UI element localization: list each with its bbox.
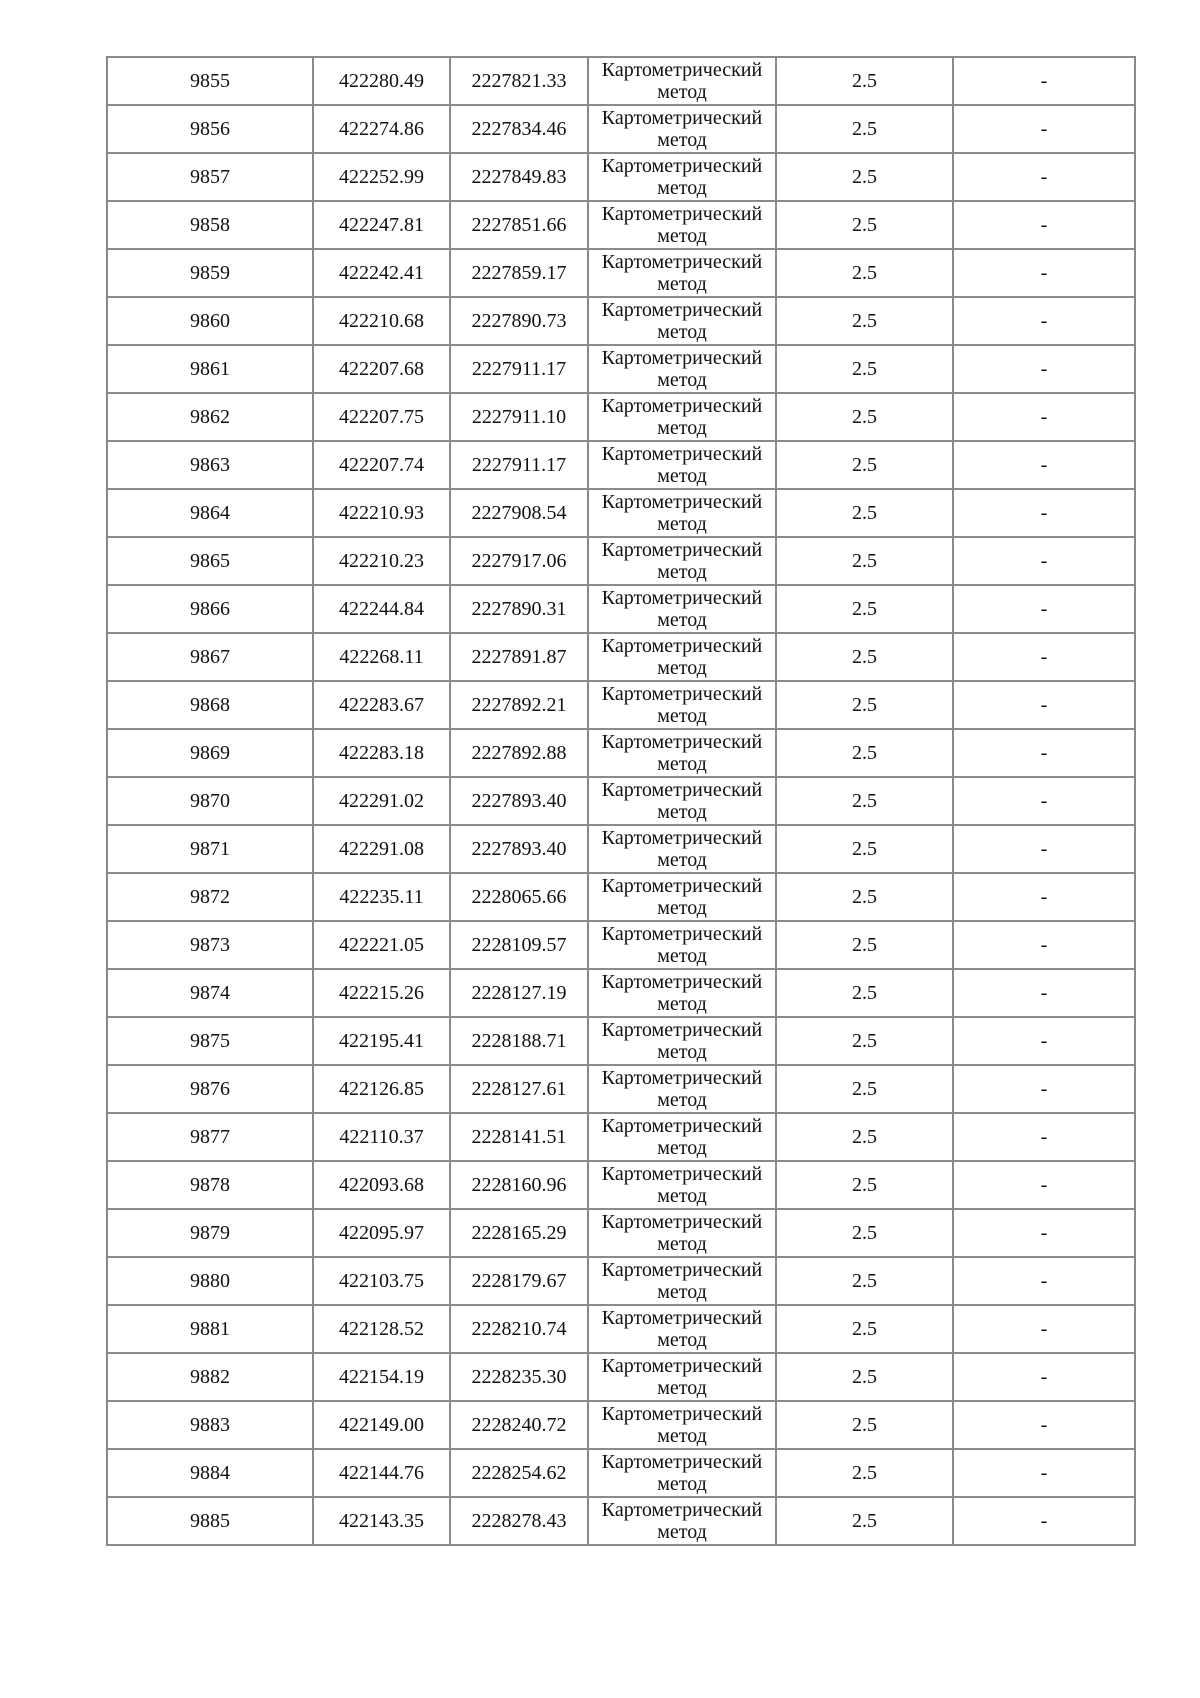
table-row [107,1113,1135,1161]
table-row [107,1497,1135,1545]
accuracy-cell: 2.5 [776,969,953,1017]
point-number-cell: 9863 [107,441,313,489]
x-coordinate-cell: 422268.11 [313,633,450,681]
accuracy-cell: 2.5 [776,825,953,873]
point-number-cell: 9859 [107,249,313,297]
accuracy-cell: 2.5 [776,1113,953,1161]
accuracy-cell: 2.5 [776,249,953,297]
accuracy-cell: 2.5 [776,633,953,681]
table-row [107,969,1135,1017]
x-coordinate-cell: 422144.76 [313,1449,450,1497]
table-row [107,201,1135,249]
table-row [107,1401,1135,1449]
x-coordinate-cell: 422274.86 [313,105,450,153]
method-cell: Картометрический метод [588,1497,776,1545]
table-row [107,153,1135,201]
table-row [107,1305,1135,1353]
point-number-cell: 9868 [107,681,313,729]
method-cell: Картометрический метод [588,921,776,969]
note-cell: - [953,441,1135,489]
accuracy-cell: 2.5 [776,297,953,345]
accuracy-cell: 2.5 [776,921,953,969]
note-cell: - [953,153,1135,201]
x-coordinate-cell: 422093.68 [313,1161,450,1209]
accuracy-cell: 2.5 [776,777,953,825]
method-cell: Картометрический метод [588,1305,776,1353]
accuracy-cell: 2.5 [776,1065,953,1113]
note-cell: - [953,1065,1135,1113]
table-row [107,825,1135,873]
accuracy-cell: 2.5 [776,873,953,921]
y-coordinate-cell: 2227911.17 [450,441,588,489]
table-row [107,57,1135,105]
method-cell: Картометрический метод [588,825,776,873]
x-coordinate-cell: 422154.19 [313,1353,450,1401]
coordinates-table-body [107,57,1135,1545]
table-row [107,345,1135,393]
note-cell: - [953,1449,1135,1497]
x-coordinate-cell: 422143.35 [313,1497,450,1545]
x-coordinate-cell: 422110.37 [313,1113,450,1161]
accuracy-cell: 2.5 [776,1401,953,1449]
note-cell: - [953,537,1135,585]
x-coordinate-cell: 422247.81 [313,201,450,249]
point-number-cell: 9874 [107,969,313,1017]
accuracy-cell: 2.5 [776,729,953,777]
point-number-cell: 9885 [107,1497,313,1545]
table-row [107,633,1135,681]
note-cell: - [953,873,1135,921]
x-coordinate-cell: 422210.93 [313,489,450,537]
y-coordinate-cell: 2228109.57 [450,921,588,969]
x-coordinate-cell: 422195.41 [313,1017,450,1065]
method-cell: Картометрический метод [588,585,776,633]
note-cell: - [953,201,1135,249]
y-coordinate-cell: 2227893.40 [450,825,588,873]
x-coordinate-cell: 422210.68 [313,297,450,345]
x-coordinate-cell: 422283.18 [313,729,450,777]
method-cell: Картометрический метод [588,969,776,1017]
point-number-cell: 9862 [107,393,313,441]
x-coordinate-cell: 422149.00 [313,1401,450,1449]
y-coordinate-cell: 2227911.17 [450,345,588,393]
note-cell: - [953,1497,1135,1545]
x-coordinate-cell: 422291.02 [313,777,450,825]
table-row [107,777,1135,825]
note-cell: - [953,345,1135,393]
x-coordinate-cell: 422244.84 [313,585,450,633]
y-coordinate-cell: 2227890.31 [450,585,588,633]
y-coordinate-cell: 2228141.51 [450,1113,588,1161]
table-row [107,297,1135,345]
coordinates-table [106,56,1136,1546]
y-coordinate-cell: 2228127.61 [450,1065,588,1113]
method-cell: Картометрический метод [588,633,776,681]
table-row [107,729,1135,777]
point-number-cell: 9856 [107,105,313,153]
y-coordinate-cell: 2227821.33 [450,57,588,105]
x-coordinate-cell: 422207.74 [313,441,450,489]
y-coordinate-cell: 2227851.66 [450,201,588,249]
method-cell: Картометрический метод [588,681,776,729]
table-row [107,1257,1135,1305]
point-number-cell: 9878 [107,1161,313,1209]
method-cell: Картометрический метод [588,249,776,297]
x-coordinate-cell: 422283.67 [313,681,450,729]
point-number-cell: 9858 [107,201,313,249]
table-row [107,681,1135,729]
method-cell: Картометрический метод [588,777,776,825]
point-number-cell: 9866 [107,585,313,633]
method-cell: Картометрический метод [588,1353,776,1401]
table-row [107,1017,1135,1065]
note-cell: - [953,393,1135,441]
accuracy-cell: 2.5 [776,681,953,729]
x-coordinate-cell: 422235.11 [313,873,450,921]
note-cell: - [953,921,1135,969]
accuracy-cell: 2.5 [776,1209,953,1257]
accuracy-cell: 2.5 [776,153,953,201]
point-number-cell: 9869 [107,729,313,777]
accuracy-cell: 2.5 [776,1449,953,1497]
y-coordinate-cell: 2228210.74 [450,1305,588,1353]
note-cell: - [953,777,1135,825]
note-cell: - [953,681,1135,729]
y-coordinate-cell: 2228165.29 [450,1209,588,1257]
table-row [107,585,1135,633]
table-row [107,873,1135,921]
accuracy-cell: 2.5 [776,393,953,441]
y-coordinate-cell: 2227908.54 [450,489,588,537]
method-cell: Картометрический метод [588,1161,776,1209]
method-cell: Картометрический метод [588,201,776,249]
method-cell: Картометрический метод [588,537,776,585]
method-cell: Картометрический метод [588,1017,776,1065]
x-coordinate-cell: 422128.52 [313,1305,450,1353]
note-cell: - [953,1209,1135,1257]
accuracy-cell: 2.5 [776,537,953,585]
note-cell: - [953,1257,1135,1305]
point-number-cell: 9867 [107,633,313,681]
x-coordinate-cell: 422207.75 [313,393,450,441]
accuracy-cell: 2.5 [776,441,953,489]
y-coordinate-cell: 2228278.43 [450,1497,588,1545]
note-cell: - [953,57,1135,105]
x-coordinate-cell: 422126.85 [313,1065,450,1113]
y-coordinate-cell: 2227891.87 [450,633,588,681]
table-row [107,393,1135,441]
point-number-cell: 9864 [107,489,313,537]
note-cell: - [953,105,1135,153]
note-cell: - [953,729,1135,777]
y-coordinate-cell: 2227911.10 [450,393,588,441]
table-row [107,1449,1135,1497]
method-cell: Картометрический метод [588,153,776,201]
point-number-cell: 9873 [107,921,313,969]
accuracy-cell: 2.5 [776,1017,953,1065]
y-coordinate-cell: 2227893.40 [450,777,588,825]
method-cell: Картометрический метод [588,297,776,345]
table-row [107,1065,1135,1113]
point-number-cell: 9855 [107,57,313,105]
table-row [107,105,1135,153]
point-number-cell: 9870 [107,777,313,825]
table-row [107,537,1135,585]
point-number-cell: 9860 [107,297,313,345]
point-number-cell: 9884 [107,1449,313,1497]
accuracy-cell: 2.5 [776,201,953,249]
method-cell: Картометрический метод [588,1257,776,1305]
accuracy-cell: 2.5 [776,57,953,105]
method-cell: Картометрический метод [588,489,776,537]
accuracy-cell: 2.5 [776,1161,953,1209]
accuracy-cell: 2.5 [776,1353,953,1401]
table-row [107,1209,1135,1257]
table-row [107,249,1135,297]
method-cell: Картометрический метод [588,105,776,153]
y-coordinate-cell: 2227859.17 [450,249,588,297]
note-cell: - [953,1017,1135,1065]
table-row [107,921,1135,969]
note-cell: - [953,1113,1135,1161]
y-coordinate-cell: 2228065.66 [450,873,588,921]
table-row [107,489,1135,537]
point-number-cell: 9877 [107,1113,313,1161]
note-cell: - [953,297,1135,345]
method-cell: Картометрический метод [588,345,776,393]
method-cell: Картометрический метод [588,1113,776,1161]
method-cell: Картометрический метод [588,1065,776,1113]
accuracy-cell: 2.5 [776,1497,953,1545]
note-cell: - [953,1161,1135,1209]
note-cell: - [953,969,1135,1017]
point-number-cell: 9881 [107,1305,313,1353]
y-coordinate-cell: 2228254.62 [450,1449,588,1497]
note-cell: - [953,825,1135,873]
note-cell: - [953,1353,1135,1401]
x-coordinate-cell: 422221.05 [313,921,450,969]
note-cell: - [953,585,1135,633]
x-coordinate-cell: 422207.68 [313,345,450,393]
accuracy-cell: 2.5 [776,489,953,537]
method-cell: Картометрический метод [588,57,776,105]
point-number-cell: 9861 [107,345,313,393]
note-cell: - [953,489,1135,537]
point-number-cell: 9882 [107,1353,313,1401]
point-number-cell: 9875 [107,1017,313,1065]
accuracy-cell: 2.5 [776,1305,953,1353]
y-coordinate-cell: 2228179.67 [450,1257,588,1305]
point-number-cell: 9857 [107,153,313,201]
x-coordinate-cell: 422210.23 [313,537,450,585]
x-coordinate-cell: 422280.49 [313,57,450,105]
x-coordinate-cell: 422291.08 [313,825,450,873]
y-coordinate-cell: 2228235.30 [450,1353,588,1401]
x-coordinate-cell: 422103.75 [313,1257,450,1305]
accuracy-cell: 2.5 [776,345,953,393]
y-coordinate-cell: 2228188.71 [450,1017,588,1065]
method-cell: Картометрический метод [588,393,776,441]
y-coordinate-cell: 2227892.21 [450,681,588,729]
x-coordinate-cell: 422095.97 [313,1209,450,1257]
accuracy-cell: 2.5 [776,105,953,153]
x-coordinate-cell: 422215.26 [313,969,450,1017]
y-coordinate-cell: 2227890.73 [450,297,588,345]
note-cell: - [953,1305,1135,1353]
note-cell: - [953,249,1135,297]
point-number-cell: 9871 [107,825,313,873]
point-number-cell: 9865 [107,537,313,585]
note-cell: - [953,1401,1135,1449]
accuracy-cell: 2.5 [776,1257,953,1305]
x-coordinate-cell: 422252.99 [313,153,450,201]
y-coordinate-cell: 2228127.19 [450,969,588,1017]
point-number-cell: 9879 [107,1209,313,1257]
point-number-cell: 9883 [107,1401,313,1449]
note-cell: - [953,633,1135,681]
method-cell: Картометрический метод [588,441,776,489]
point-number-cell: 9880 [107,1257,313,1305]
table-row [107,441,1135,489]
y-coordinate-cell: 2228240.72 [450,1401,588,1449]
method-cell: Картометрический метод [588,729,776,777]
y-coordinate-cell: 2227849.83 [450,153,588,201]
method-cell: Картометрический метод [588,1209,776,1257]
point-number-cell: 9876 [107,1065,313,1113]
y-coordinate-cell: 2227834.46 [450,105,588,153]
accuracy-cell: 2.5 [776,585,953,633]
y-coordinate-cell: 2227892.88 [450,729,588,777]
method-cell: Картометрический метод [588,873,776,921]
x-coordinate-cell: 422242.41 [313,249,450,297]
y-coordinate-cell: 2228160.96 [450,1161,588,1209]
table-row [107,1161,1135,1209]
method-cell: Картометрический метод [588,1449,776,1497]
y-coordinate-cell: 2227917.06 [450,537,588,585]
point-number-cell: 9872 [107,873,313,921]
table-row [107,1353,1135,1401]
method-cell: Картометрический метод [588,1401,776,1449]
